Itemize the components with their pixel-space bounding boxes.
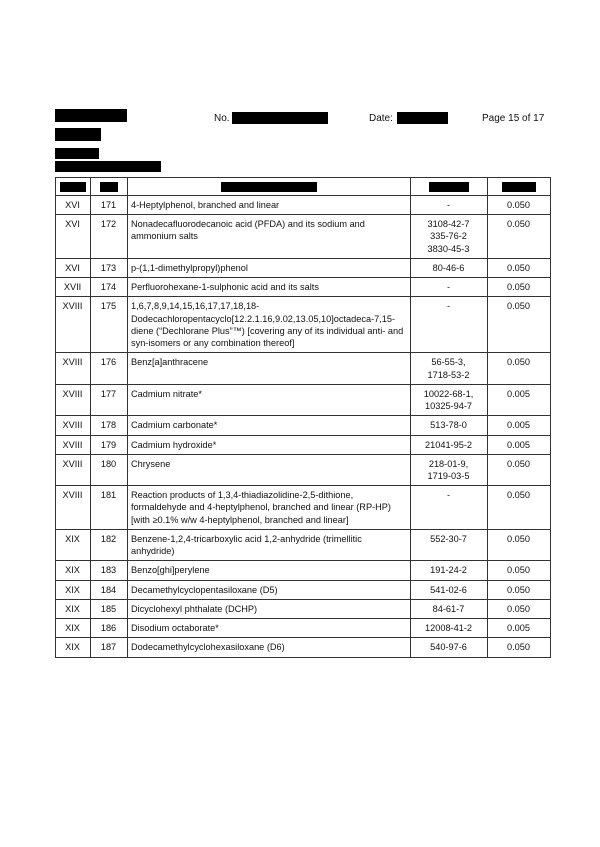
- header-substance-redacted: [128, 178, 411, 196]
- cell-annex: XVI: [56, 215, 91, 259]
- cell-substance-name: Decamethylcyclopentasiloxane (D5): [128, 580, 411, 599]
- table-row: [56, 486, 551, 530]
- cell-substance-name: Dicyclohexyl phthalate (DCHP): [128, 599, 411, 618]
- cell-cas-no: 21041-95-2: [411, 435, 488, 454]
- table-row: [56, 529, 551, 560]
- cell-substance-name: Chrysene: [128, 454, 411, 485]
- cell-limit: 0.050: [488, 297, 551, 353]
- redacted-applicant-value: [55, 161, 161, 172]
- table-row: [56, 353, 551, 384]
- header-annex-redacted: [56, 178, 91, 196]
- cell-annex: XVIII: [56, 416, 91, 435]
- table-row: [56, 638, 551, 657]
- cell-annex: XIX: [56, 619, 91, 638]
- cell-annex: XVIII: [56, 486, 91, 530]
- cell-cas-no: -: [411, 278, 488, 297]
- cell-entry-no: 178: [91, 416, 128, 435]
- cell-entry-no: 176: [91, 353, 128, 384]
- cell-entry-no: 184: [91, 580, 128, 599]
- cell-limit: 0.005: [488, 384, 551, 415]
- cell-annex: XIX: [56, 561, 91, 580]
- report-number-label: No.: [214, 113, 230, 124]
- cell-cas-no: 3108-42-7 335-76-2 3830-45-3: [411, 215, 488, 259]
- table-row: [56, 215, 551, 259]
- cell-substance-name: Cadmium carbonate*: [128, 416, 411, 435]
- cell-substance-name: p-(1,1-dimethylpropyl)phenol: [128, 258, 411, 277]
- cell-annex: XVI: [56, 196, 91, 215]
- cell-entry-no: 177: [91, 384, 128, 415]
- cell-limit: 0.050: [488, 529, 551, 560]
- cell-substance-name: Benzo[ghi]perylene: [128, 561, 411, 580]
- date-label: Date:: [369, 113, 393, 124]
- cell-cas-no: 541-02-6: [411, 580, 488, 599]
- redacted-report-id: [55, 128, 101, 141]
- cell-entry-no: 183: [91, 561, 128, 580]
- table-row: [56, 561, 551, 580]
- cell-substance-name: Nonadecafluorodecanoic acid (PFDA) and its sodium and ammonium salts: [128, 215, 411, 259]
- cell-limit: 0.050: [488, 454, 551, 485]
- table-row: [56, 435, 551, 454]
- redacted-report-number: [232, 112, 328, 124]
- cell-cas-no: 540-97-6: [411, 638, 488, 657]
- table-row: [56, 196, 551, 215]
- cell-cas-no: 56-55-3, 1718-53-2: [411, 353, 488, 384]
- redacted-date: [397, 112, 448, 124]
- cell-annex: XVI: [56, 258, 91, 277]
- cell-substance-name: Perfluorohexane-1-sulphonic acid and its salts: [128, 278, 411, 297]
- cell-substance-name: Dodecamethylcyclohexasiloxane (D6): [128, 638, 411, 657]
- cell-entry-no: 180: [91, 454, 128, 485]
- cell-entry-no: 175: [91, 297, 128, 353]
- table-row: [56, 297, 551, 353]
- cell-cas-no: 10022-68-1, 10325-94-7: [411, 384, 488, 415]
- cell-entry-no: 187: [91, 638, 128, 657]
- cell-limit: 0.050: [488, 258, 551, 277]
- table-row: [56, 384, 551, 415]
- cell-annex: XVIII: [56, 435, 91, 454]
- cell-substance-name: Benz[a]anthracene: [128, 353, 411, 384]
- cell-cas-no: 80-46-6: [411, 258, 488, 277]
- cell-entry-no: 173: [91, 258, 128, 277]
- cell-limit: 0.050: [488, 215, 551, 259]
- cell-cas-no: 12008-41-2: [411, 619, 488, 638]
- table-row: [56, 580, 551, 599]
- cell-limit: 0.050: [488, 638, 551, 657]
- cell-limit: 0.005: [488, 435, 551, 454]
- table-row: [56, 258, 551, 277]
- cell-limit: 0.050: [488, 486, 551, 530]
- cell-cas-no: 552-30-7: [411, 529, 488, 560]
- cell-substance-name: Cadmium nitrate*: [128, 384, 411, 415]
- table-row: [56, 619, 551, 638]
- cell-entry-no: 172: [91, 215, 128, 259]
- substance-table: [55, 177, 551, 658]
- cell-cas-no: 218-01-9, 1719-03-5: [411, 454, 488, 485]
- cell-entry-no: 171: [91, 196, 128, 215]
- cell-substance-name: Reaction products of 1,3,4-thiadiazolidine-2,5-dithione, formaldehyde and 4-heptylphenol, branched and linear (RP-HP) [with ≥0.1% w/w 4-heptylphenol, branched and linear]: [128, 486, 411, 530]
- cell-limit: 0.005: [488, 619, 551, 638]
- table-row: [56, 416, 551, 435]
- cell-annex: XIX: [56, 638, 91, 657]
- cell-cas-no: 513-78-0: [411, 416, 488, 435]
- header-no-redacted: [91, 178, 128, 196]
- cell-annex: XVIII: [56, 384, 91, 415]
- header-limit-redacted: [488, 178, 551, 196]
- cell-substance-name: 4-Heptylphenol, branched and linear: [128, 196, 411, 215]
- cell-annex: XVII: [56, 278, 91, 297]
- table-row: [56, 599, 551, 618]
- cell-annex: XVIII: [56, 297, 91, 353]
- cell-substance-name: Cadmium hydroxide*: [128, 435, 411, 454]
- cell-limit: 0.050: [488, 196, 551, 215]
- cell-substance-name: Disodium octaborate*: [128, 619, 411, 638]
- cell-entry-no: 182: [91, 529, 128, 560]
- cell-limit: 0.005: [488, 416, 551, 435]
- cell-cas-no: -: [411, 486, 488, 530]
- redacted-applicant-label: [55, 148, 99, 159]
- cell-cas-no: 84-61-7: [411, 599, 488, 618]
- cell-annex: XVIII: [56, 454, 91, 485]
- table-row: [56, 454, 551, 485]
- cell-annex: XIX: [56, 580, 91, 599]
- cell-cas-no: -: [411, 196, 488, 215]
- cell-entry-no: 174: [91, 278, 128, 297]
- cell-limit: 0.050: [488, 580, 551, 599]
- cell-limit: 0.050: [488, 599, 551, 618]
- cell-limit: 0.050: [488, 353, 551, 384]
- page-number: Page 15 of 17: [482, 113, 545, 124]
- cell-substance-name: 1,6,7,8,9,14,15,16,17,17,18,18-Dodecachloropentacyclo[12.2.1.16,9.02,13.05,10]octadeca-7,15-diene (“Dechlorane Plus”™) [covering any of its individual anti- and syn-isomers or any combination thereof]: [128, 297, 411, 353]
- cell-entry-no: 179: [91, 435, 128, 454]
- table-row: [56, 278, 551, 297]
- cell-entry-no: 185: [91, 599, 128, 618]
- cell-cas-no: -: [411, 297, 488, 353]
- cell-cas-no: 191-24-2: [411, 561, 488, 580]
- cell-entry-no: 186: [91, 619, 128, 638]
- cell-annex: XIX: [56, 529, 91, 560]
- table-header-row: [56, 178, 551, 196]
- cell-substance-name: Benzene-1,2,4-tricarboxylic acid 1,2-anhydride (trimellitic anhydride): [128, 529, 411, 560]
- cell-annex: XVIII: [56, 353, 91, 384]
- cell-entry-no: 181: [91, 486, 128, 530]
- redacted-report-title: [55, 109, 127, 122]
- cell-limit: 0.050: [488, 278, 551, 297]
- cell-limit: 0.050: [488, 561, 551, 580]
- cell-annex: XIX: [56, 599, 91, 618]
- header-cas-redacted: [411, 178, 488, 196]
